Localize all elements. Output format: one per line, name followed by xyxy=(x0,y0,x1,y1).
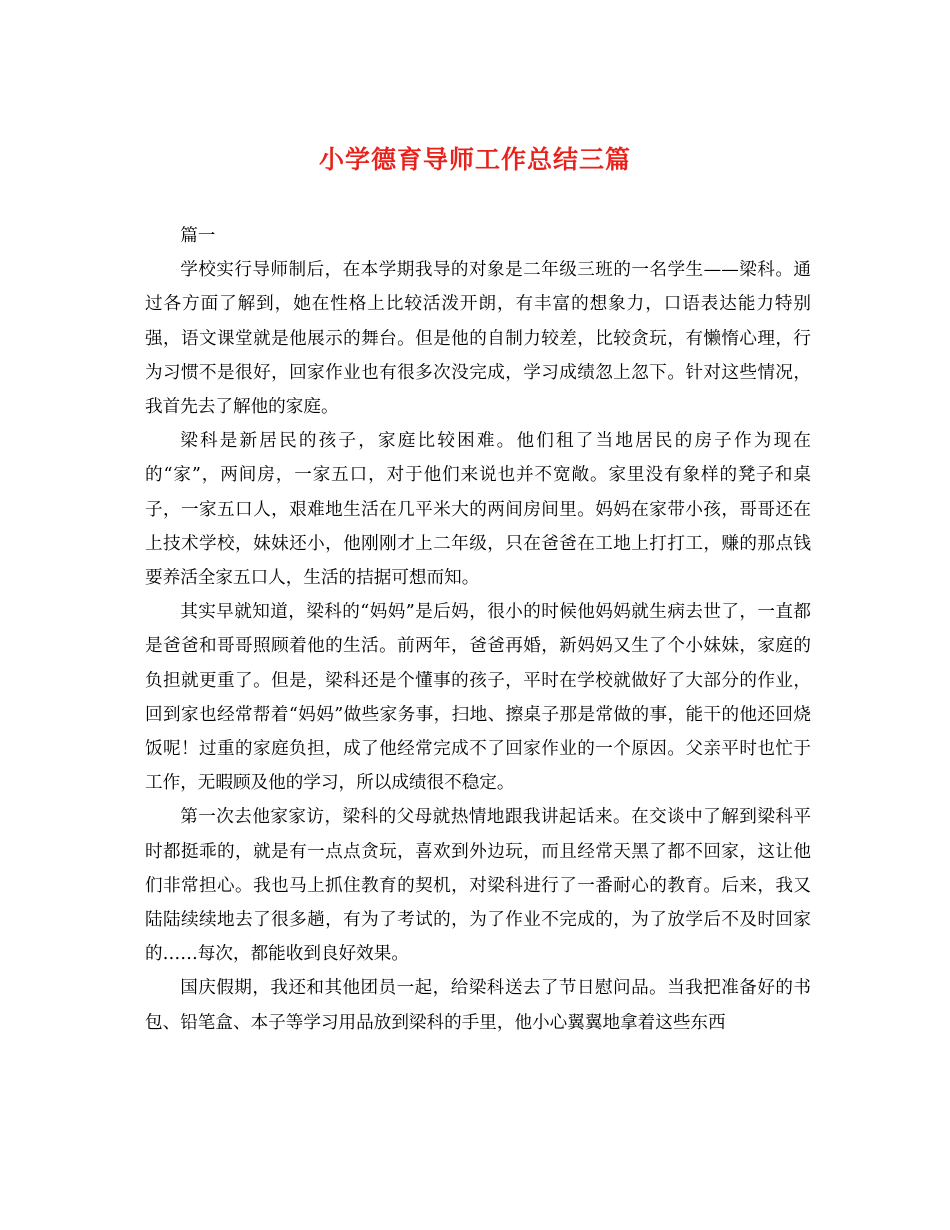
document-body xyxy=(145,219,811,1040)
paragraph: 学校实行导师制后，在本学期我导的对象是二年级三班的一名学生——梁科。通过各方面了解到，她在性格上比较活泼开朗，有丰富的想象力，口语表达能力特别强，语文课堂就是他展示的舞台。但是他的自制力较差，比较贪玩，有懒惰心理，行为习惯不是很好，回家作业也有很多次没完成，学习成绩忽上忽下。针对这些情况，我首先去了解他的家庭。 xyxy=(145,260,811,418)
paragraph: 国庆假期，我还和其他团员一起，给梁科送去了节日慰问品。当我把准备好的书包、铅笔盒、本子等学习用品放到梁科的手里，他小心翼翼地拿着这些东西 xyxy=(145,978,811,1033)
section-label: 篇一 xyxy=(180,226,216,246)
document-title: 小学德育导师工作总结三篇 xyxy=(318,145,631,174)
paragraph: 其实早就知道，梁科的“妈妈”是后妈，很小的时候他妈妈就生病去世了，一直都是爸爸和哥哥照顾着他的生活。前两年，爸爸再婚，新妈妈又生了个小妹妹，家庭的负担就更重了。但是，梁科还是个懂事的孩子，平时在学校就做好了大部分的作业，回到家也经常帮着“妈妈”做些家务事，扫地、擦桌子那是常做的事，能干的他还回烧饭呢！过重的家庭负担，成了他经常完成不了回家作业的一个原因。父亲平时也忙于工作，无暇顾及他的学习，所以成绩很不稳定。 xyxy=(145,602,811,794)
paragraph: 第一次去他家家访，梁科的父母就热情地跟我讲起话来。在交谈中了解到梁科平时都挺乖的，就是有一点点贪玩，喜欢到外边玩，而且经常天黑了都不回家，这让他们非常担心。我也马上抓住教育的契机，对梁科进行了一番耐心的教育。后来，我又陆陆续续地去了很多趟，有为了考试的，为了作业不完成的，为了放学后不及时回家的……每次，都能收到良好效果。 xyxy=(145,807,811,965)
paragraph: 梁科是新居民的孩子，家庭比较困难。他们租了当地居民的房子作为现在的“家”，两间房，一家五口，对于他们来说也并不宽敞。家里没有象样的凳子和桌子，一家五口人，艰难地生活在几平米大的两间房间里。妈妈在家带小孩，哥哥还在上技术学校，妹妹还小，他刚刚才上二年级，只在爸爸在工地上打打工，赚的那点钱要养活全家五口人，生活的拮据可想而知。 xyxy=(145,431,811,589)
